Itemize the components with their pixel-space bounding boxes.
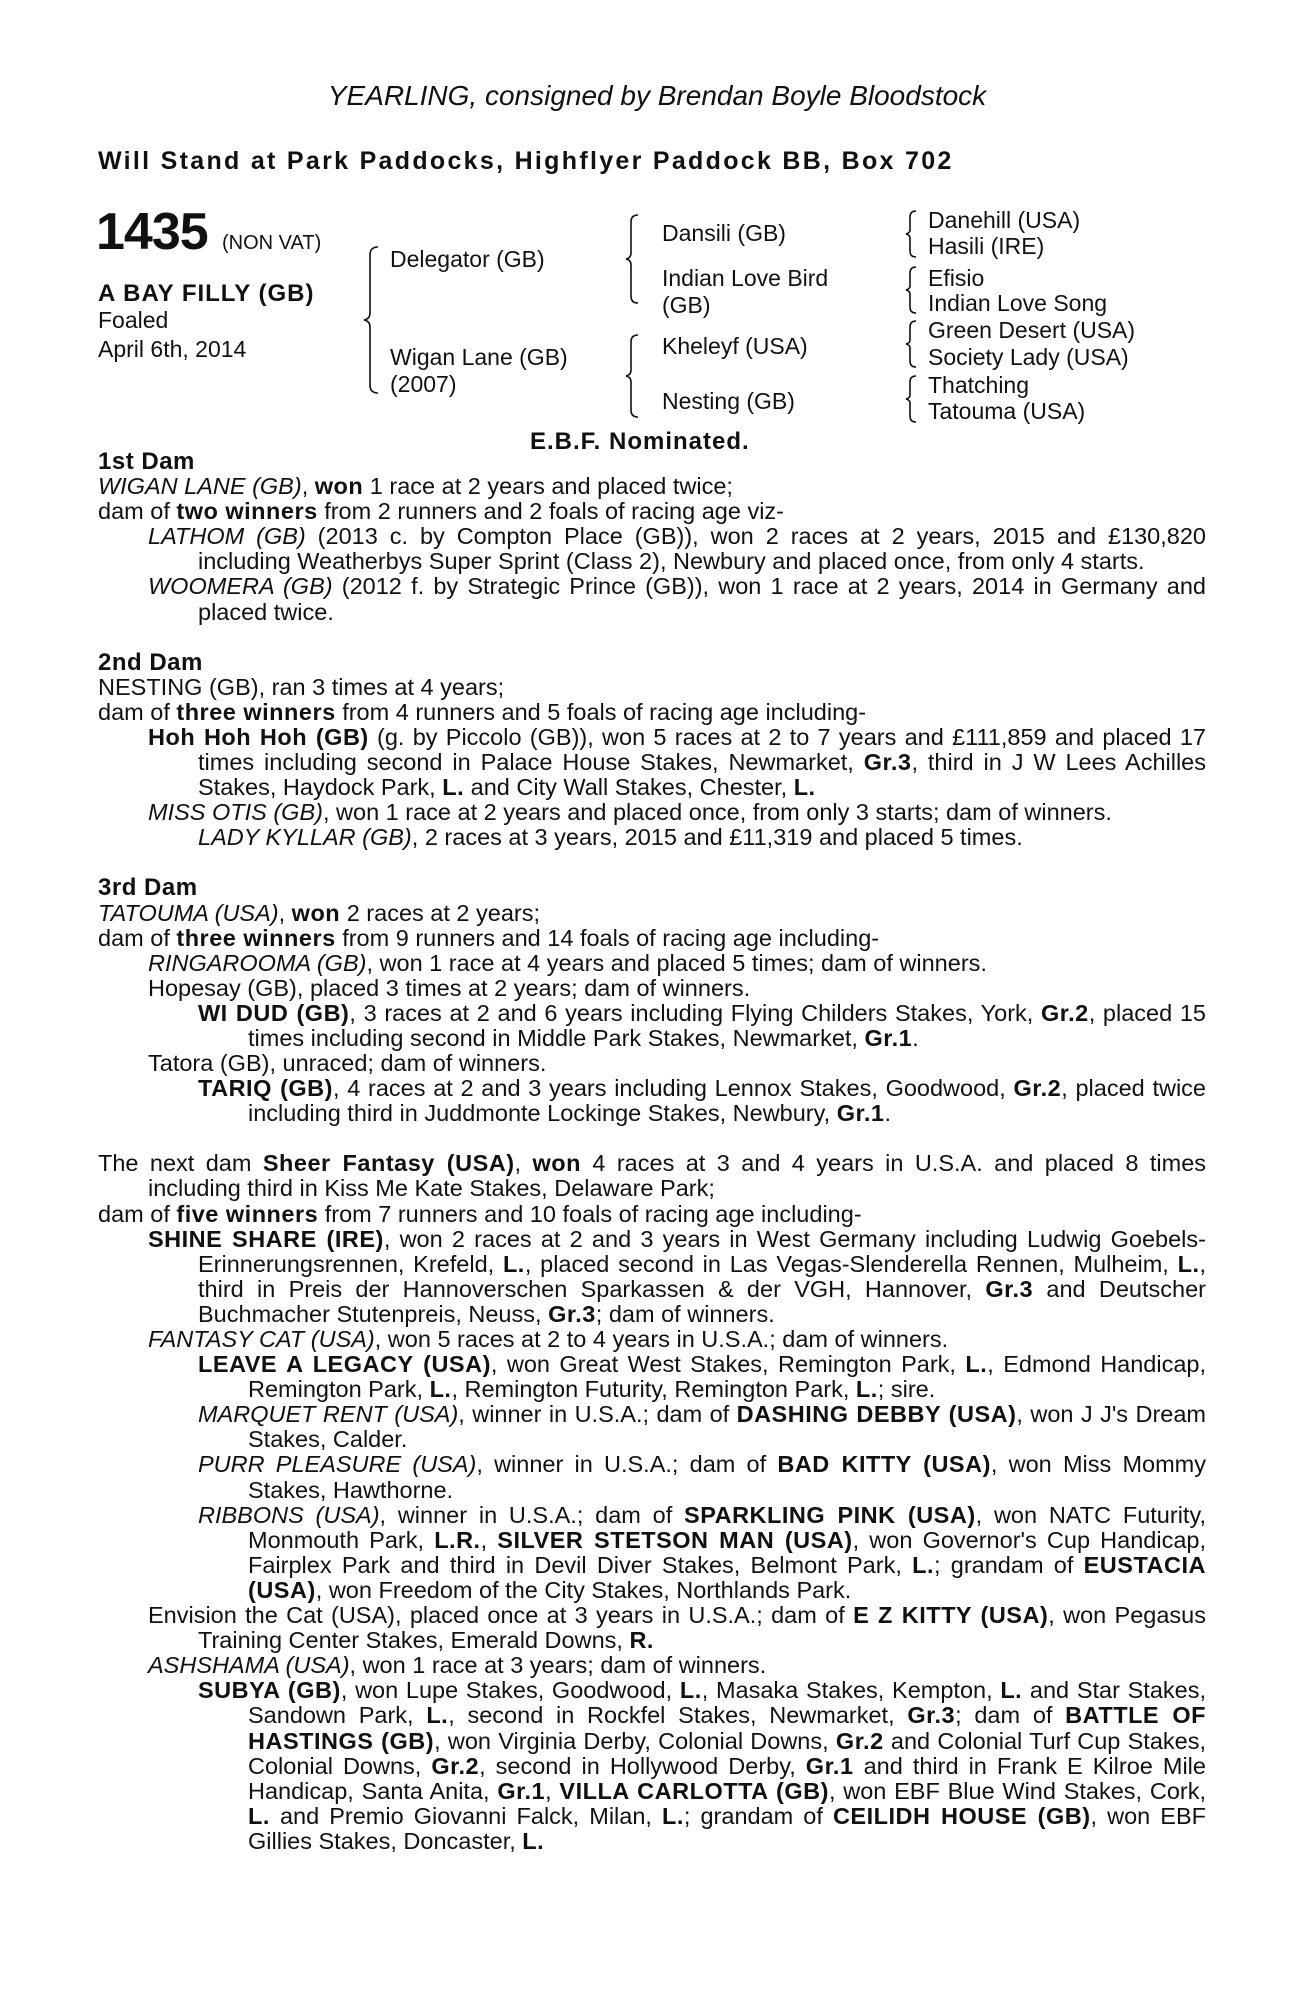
text-run: Envision the Cat (USA), placed once at 3 years in U.S.A.; dam of	[148, 1602, 854, 1629]
text-run: dam of	[98, 924, 177, 951]
text-run: , 2 races at 3 years, 2015 and £11,319 and placed 5 times.	[411, 824, 1023, 851]
pedigree-dam	[390, 344, 568, 398]
pedigree-g3-2: Hasili (IRE)	[928, 233, 1045, 259]
text-run: RIBBONS (USA)	[198, 1501, 380, 1528]
pedigree-brace-g3-3	[904, 319, 920, 369]
text-run: 2 races at 2 years;	[340, 899, 541, 926]
text-run: Gr.1	[497, 1777, 546, 1804]
text-run: , won 1 race at 2 years and placed once, from only 3 starts; dam of winners.	[322, 799, 1112, 826]
text-run: Gr.1	[836, 1100, 885, 1127]
second-dam-heading: 2nd Dam	[98, 648, 203, 676]
progeny-entry	[98, 1503, 1206, 1603]
text-run: dam of	[98, 1200, 177, 1227]
text-run: , won NATC Futurity, Monmouth Park,	[248, 1501, 1206, 1553]
text-run: , won EBF Gillies Stakes, Doncaster,	[248, 1802, 1207, 1854]
text-run: , third in J W Lees Achilles Stakes, Haydock Park,	[198, 749, 1206, 801]
text-run: R.	[629, 1627, 654, 1654]
text-run: PURR PLEASURE (USA)	[198, 1451, 477, 1478]
progeny-entry	[98, 1001, 1206, 1051]
horse-name: A BAY FILLY (GB)	[98, 280, 315, 307]
text-run: Hoh Hoh Hoh (GB)	[148, 723, 369, 750]
text-run: SHINE SHARE (IRE)	[148, 1225, 384, 1252]
text-run: L.	[1177, 1250, 1200, 1277]
text-run: (2013 c. by Compton Place (GB)), won 2 races at 2 years, 2015 and £130,820 including Weatherbys Super Sprint (Class 2), Newbury and placed once, from only 4 starts.	[198, 523, 1206, 575]
progeny-entry	[98, 1227, 1206, 1327]
text-run: , winner in U.S.A.; dam of	[458, 1401, 737, 1428]
text-run: , won 1 race at 3 years; dam of winners.	[349, 1652, 767, 1679]
pedigree-brace-sire	[624, 213, 642, 305]
second-dam-line: NESTING (GB), ran 3 times at 4 years;	[98, 673, 505, 700]
text-run: from 9 runners and 14 foals of racing age including-	[335, 924, 880, 951]
progeny-entry: Hopesay (GB), placed 3 times at 2 years; dam of winners.	[148, 974, 751, 1001]
text-run: L.	[426, 1702, 449, 1729]
consignment-line: YEARLING, consigned by Brendan Boyle Bloodstock	[327, 80, 987, 111]
progeny-entry	[98, 1678, 1206, 1854]
text-run: E Z KITTY (USA)	[853, 1602, 1049, 1629]
text-run: Gr.1	[805, 1752, 854, 1779]
text-run: DASHING DEBBY (USA)	[736, 1401, 1017, 1428]
text-run: , won EBF Blue Wind Stakes, Cork,	[828, 1777, 1206, 1804]
pedigree-g3-6: Society Lady (USA)	[928, 344, 1129, 370]
text-run: ; grandam of	[934, 1551, 1084, 1578]
text-run: from 7 runners and 10 foals of racing age including-	[318, 1200, 862, 1227]
text-run: Gr.2	[835, 1727, 884, 1754]
progeny-entry	[98, 1452, 1206, 1502]
pedigree-g3-1: Danehill (USA)	[928, 207, 1081, 233]
text-run: and third in Frank E Kilroe Mile Handicap, Santa Anita,	[248, 1752, 1206, 1804]
text-run: dam of	[98, 498, 177, 525]
text-run: Sheer Fantasy (USA)	[262, 1150, 515, 1177]
text-run: WOOMERA (GB)	[148, 573, 333, 600]
text-run: three winners	[176, 698, 336, 725]
text-run: , placed 15 times including second in Middle Park Stakes, Newmarket,	[248, 999, 1206, 1051]
text-run: , won Pegasus Training Center Stakes, Emerald Downs,	[198, 1602, 1207, 1654]
text-run: Gr.3	[863, 749, 912, 776]
ebf-nominated: E.B.F. Nominated.	[530, 428, 750, 455]
text-run: , Edmond Handicap, Remington Park,	[248, 1351, 1207, 1403]
text-run: Gr.2	[1040, 999, 1089, 1026]
progeny-entry: Tatora (GB), unraced; dam of winners.	[148, 1050, 547, 1077]
section-spacer	[98, 625, 1206, 650]
first-dam-line	[98, 474, 1206, 499]
text-run: L.	[793, 774, 816, 801]
text-run: TATOUMA (USA)	[98, 899, 279, 926]
text-run: RINGAROOMA (GB)	[148, 949, 367, 976]
text-run: , winner in U.S.A.; dam of	[476, 1451, 778, 1478]
text-run: two winners	[176, 498, 318, 525]
text-run: dam of	[98, 698, 177, 725]
text-run: won	[291, 899, 341, 926]
progeny-entry	[98, 825, 1206, 850]
text-run: , Masaka Stakes, Kempton,	[701, 1677, 1001, 1704]
text-run: BAD KITTY (USA)	[777, 1451, 991, 1478]
text-run: (g. by Piccolo (GB)), won 5 races at 2 to 7 years and £111,859 and placed 17 times including second in Palace House Stakes, Newmarket,	[198, 723, 1207, 776]
text-run: Gr.1	[864, 1024, 913, 1051]
text-run: L.	[442, 774, 465, 801]
progeny-entry	[98, 524, 1206, 574]
second-dam-produce	[98, 700, 1206, 725]
pedigree-sire-dam	[662, 265, 828, 319]
pedigree-dam-sire: Kheleyf (USA)	[662, 333, 808, 359]
progeny-entry	[98, 951, 1206, 976]
text-run: EUSTACIA (USA)	[248, 1551, 1206, 1603]
progeny-entry	[98, 1402, 1206, 1452]
foaled-info	[98, 306, 246, 364]
text-run: and City Wall Stakes, Chester,	[464, 774, 794, 801]
section-spacer	[98, 1126, 1206, 1151]
third-dam-heading: 3rd Dam	[98, 874, 198, 902]
text-run: MARQUET RENT (USA)	[198, 1401, 459, 1428]
text-run: L.	[502, 1250, 525, 1277]
text-run: WI DUD (GB)	[198, 999, 350, 1026]
text-run: SILVER STETSON MAN (USA)	[497, 1526, 853, 1553]
text-run: The next dam	[98, 1150, 263, 1177]
text-run: from 2 runners and 2 foals of racing age viz-	[317, 498, 784, 525]
pedigree-brace-dam	[624, 333, 642, 419]
text-run: , won Miss Mommy Stakes, Hawthorne.	[248, 1451, 1206, 1503]
text-run: won	[532, 1150, 581, 1177]
text-run: ,	[480, 1526, 498, 1553]
pedigree-dam-year: (2007)	[390, 371, 457, 397]
third-dam-produce	[98, 926, 1206, 951]
text-run: , placed twice including third in Juddmonte Lockinge Stakes, Newbury,	[248, 1075, 1206, 1127]
text-run: LATHOM (GB)	[148, 523, 306, 550]
pedigree-g3-8: Tatouma (USA)	[928, 398, 1086, 424]
third-dam-line	[98, 901, 1206, 926]
text-run: .	[884, 1100, 891, 1127]
next-dam-produce	[98, 1202, 1206, 1227]
text-run: SPARKLING PINK (USA)	[684, 1501, 976, 1528]
text-run: ; grandam of	[683, 1802, 833, 1829]
family-history	[98, 449, 1206, 1854]
pedigree-sire-dam-name: Indian Love Bird	[662, 265, 829, 291]
text-run: , placed second in Las Vegas-Slenderella Rennen, Mulheim,	[524, 1250, 1178, 1277]
text-run: BATTLE OF HASTINGS (GB)	[248, 1702, 1206, 1754]
vat-status: (NON VAT)	[222, 232, 322, 254]
text-run: 1 race at 2 years and placed twice;	[363, 473, 733, 500]
pedigree-g3-4: Indian Love Song	[928, 290, 1108, 316]
text-run: ; sire.	[877, 1376, 936, 1403]
text-run: MISS OTIS (GB)	[148, 799, 323, 826]
pedigree-sire-sire: Dansili (GB)	[662, 220, 786, 246]
foaled-label: Foaled	[98, 307, 169, 333]
text-run: and Colonial Turf Cup Stakes, Colonial Downs,	[248, 1727, 1206, 1779]
text-run: L.	[1000, 1677, 1023, 1704]
first-dam-produce	[98, 499, 1206, 524]
text-run: , won Virginia Derby, Colonial Downs,	[434, 1727, 836, 1754]
text-run: , won Lupe Stakes, Goodwood,	[340, 1677, 680, 1704]
text-run: Gr.3	[907, 1702, 956, 1729]
pedigree-g3-3: Efisio	[928, 265, 985, 291]
text-run: , 3 races at 2 and 6 years including Flying Childers Stakes, York,	[349, 999, 1041, 1026]
pedigree-sire: Delegator (GB)	[390, 246, 545, 272]
text-run: ,	[514, 1150, 533, 1177]
next-dam-line	[98, 1151, 1206, 1201]
progeny-entry	[98, 574, 1206, 624]
progeny-entry	[98, 1653, 1206, 1678]
text-run: LADY KYLLAR (GB)	[198, 824, 412, 851]
text-run: Gr.3	[985, 1275, 1034, 1302]
text-run: , winner in U.S.A.; dam of	[379, 1501, 685, 1528]
text-run: (2012 f. by Strategic Prince (GB)), won 1 race at 2 years, 2014 in Germany and placed twice.	[198, 573, 1206, 625]
progeny-entry	[98, 800, 1206, 825]
pedigree-g3-5: Green Desert (USA)	[928, 317, 1136, 343]
pedigree-g3-7: Thatching	[928, 372, 1030, 398]
text-run: 4 races at 3 and 4 years in U.S.A. and placed 8 times including third in Kiss Me Kate Stakes, Delaware Park;	[148, 1150, 1207, 1202]
text-run: five winners	[176, 1200, 319, 1227]
text-run: FANTASY CAT (USA)	[148, 1326, 375, 1352]
pedigree-dam-dam: Nesting (GB)	[662, 388, 795, 414]
text-run: and Deutscher Buchmacher Stutenpreis, Neuss,	[198, 1275, 1206, 1327]
text-run: , won Freedom of the City Stakes, Northlands Park.	[315, 1576, 852, 1603]
text-run: , 4 races at 2 and 3 years including Lennox Stakes, Goodwood,	[332, 1075, 1014, 1102]
pedigree-brace-g3-1	[904, 209, 920, 259]
progeny-entry	[98, 1327, 1206, 1352]
pedigree-sire-dam-country: (GB)	[662, 292, 711, 318]
pedigree-dam-name: Wigan Lane (GB)	[390, 344, 568, 370]
text-run: ,	[301, 473, 315, 500]
text-run: , won 1 race at 4 years and placed 5 times; dam of winners.	[366, 949, 987, 976]
text-run: won	[314, 473, 364, 500]
text-run: ,	[278, 899, 292, 926]
text-run: L.	[679, 1677, 702, 1704]
text-run: three winners	[176, 924, 336, 951]
lot-number: 1435	[96, 203, 208, 261]
text-run: LEAVE A LEGACY (USA)	[198, 1351, 491, 1378]
progeny-entry	[98, 725, 1206, 800]
text-run: ; dam of	[955, 1702, 1066, 1729]
text-run: L.	[965, 1351, 988, 1378]
pedigree-brace-parents	[362, 245, 382, 395]
text-run: WIGAN LANE (GB)	[98, 473, 302, 500]
text-run: ASHSHAMA (USA)	[148, 1652, 350, 1679]
text-run: , won 2 races at 2 and 3 years in West Germany including Ludwig Goebels-Erinnerungsrennen, Krefeld,	[198, 1225, 1206, 1277]
text-run: , won Great West Stakes, Remington Park,	[490, 1351, 966, 1378]
text-run: and Star Stakes, Sandown Park,	[248, 1677, 1206, 1729]
text-run: from 4 runners and 5 foals of racing age including-	[335, 698, 867, 725]
foaled-date: April 6th, 2014	[98, 336, 247, 362]
text-run: Gr.2	[431, 1752, 480, 1779]
text-run: L.	[662, 1802, 684, 1829]
text-run: L.	[912, 1551, 934, 1578]
text-run: L.	[522, 1827, 545, 1854]
text-run: , won J J's Dream Stakes, Calder.	[248, 1401, 1206, 1453]
text-run: ; dam of winners.	[595, 1300, 775, 1327]
text-run: Gr.3	[548, 1300, 596, 1327]
text-run: , second in Hollywood Derby,	[479, 1752, 806, 1779]
text-run: .	[912, 1024, 919, 1051]
text-run: L.R.	[434, 1526, 481, 1553]
text-run: CEILIDH HOUSE (GB)	[832, 1802, 1091, 1829]
progeny-entry	[98, 1352, 1206, 1402]
text-run: , second in Rockfel Stakes, Newmarket,	[448, 1702, 908, 1729]
text-run: and Premio Giovanni Falck, Milan,	[269, 1802, 662, 1829]
text-run: , Remington Futurity, Remington Park,	[451, 1376, 856, 1403]
text-run: SUBYA (GB)	[198, 1677, 341, 1704]
text-run: , won Governor's Cup Handicap, Fairplex Park and third in Devil Diver Stakes, Belmont Park,	[248, 1526, 1206, 1578]
text-run: L.	[855, 1376, 878, 1403]
stand-location: Will Stand at Park Paddocks, Highflyer Paddock BB, Box 702	[98, 147, 954, 175]
progeny-entry	[98, 1076, 1206, 1126]
text-run: Gr.2	[1013, 1075, 1062, 1102]
text-run: L.	[429, 1376, 452, 1403]
section-spacer	[98, 850, 1206, 875]
text-run: VILLA CARLOTTA (GB)	[559, 1777, 829, 1804]
pedigree-brace-g3-4	[904, 374, 920, 424]
text-run: , won 5 races at 2 to 4 years in U.S.A.; dam of winners.	[374, 1326, 949, 1352]
progeny-entry	[98, 1603, 1206, 1653]
pedigree-brace-g3-2	[904, 265, 920, 315]
text-run: L.	[248, 1802, 270, 1829]
text-run: , third in Preis der Hannoverschen Sparkassen & der VGH, Hannover,	[198, 1250, 1207, 1302]
text-run: ,	[545, 1777, 560, 1804]
first-dam-heading: 1st Dam	[98, 448, 195, 475]
text-run: TARIQ (GB)	[198, 1075, 333, 1102]
